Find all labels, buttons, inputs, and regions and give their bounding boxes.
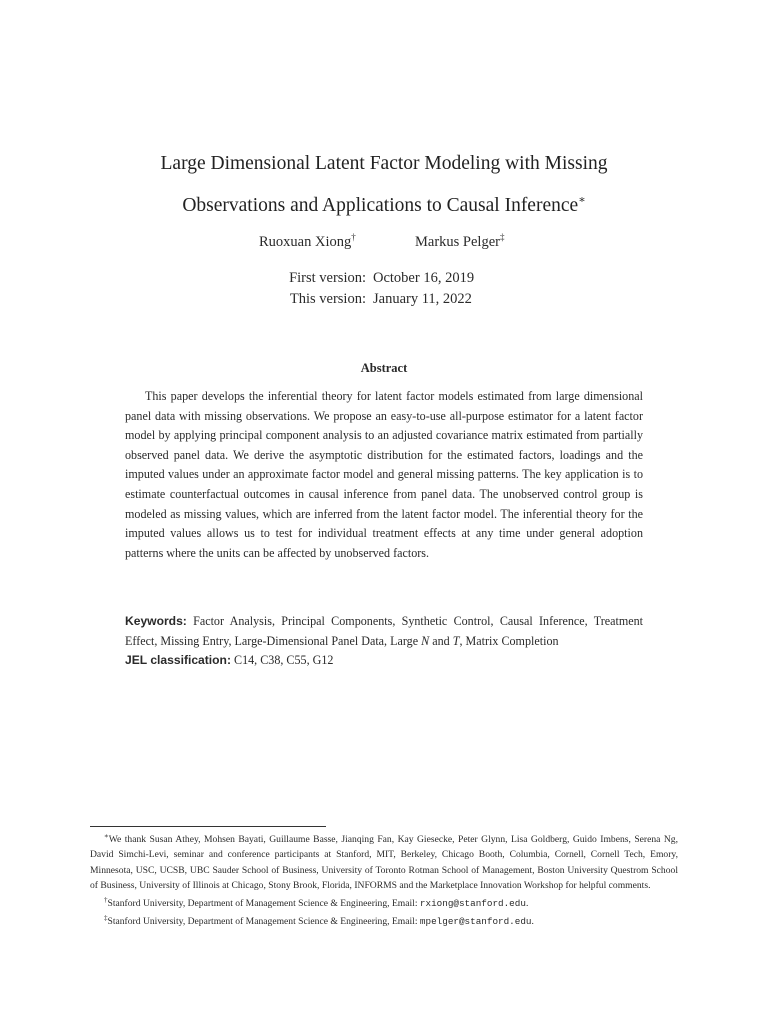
abstract-heading: Abstract [360,361,408,375]
title-line-2 [100,182,668,224]
keywords-n: N [421,633,430,648]
first-version-row [0,268,768,289]
title-line-2-text: Observations and Applications to Causal Inference [182,195,579,216]
author-2 [415,232,504,251]
abstract-text: This paper develops the inferential theory for latent factor models estimated from large dimensional panel data with missing observations. We propose an easy-to-use all-purpose estimator for a latent factor model by applying principal component analysis to an adjusted covariance matrix estimated from partially observed panel data. We derive the asymptotic distribution for the estimated factors, loadings and the imputed values under an approximate factor model and general missing patterns. The key application is to estimate counterfactual outcomes in causal inference from panel data. The unobserved control group is modeled as missing values, which are inferred from the latent factor model. The inferential theory for the imputed values allows us to test for individual treatment effects at any time under general adoption patterns where the units can be affected by unobserved factors. [125,389,643,560]
footnote-2-mark: † [104,896,108,905]
footnote-3-period: . [531,916,534,928]
this-version-date: January 11, 2022 [373,291,472,307]
jel-codes: C14, C38, C55, G12 [234,653,334,667]
this-version-row [0,289,768,310]
version-dates [0,268,768,310]
title-footnote-mark: ∗ [578,194,586,206]
footnote-rule [90,826,326,827]
footnotes [90,829,678,930]
paper-title [100,146,668,224]
keywords-label: Keywords: [125,614,187,628]
this-version-label: This version: [289,291,366,307]
keywords-and: and [432,633,450,648]
keywords-text-end: , Matrix Completion [459,633,559,648]
author-list [0,232,768,252]
footnote-3-mark: ‡ [104,914,108,923]
author-1 [259,232,356,251]
keywords [125,612,643,651]
first-version-label: First version: [289,270,366,286]
footnote-author-2 [90,911,678,929]
keywords-t: T [452,633,460,648]
author-2-mark: ‡ [499,232,505,242]
author-2-email-link[interactable]: mpelger@stanford.edu [419,916,532,928]
author-1-email-link[interactable]: rxiong@stanford.edu [419,898,526,910]
footnote-1-mark: ∗ [104,832,109,840]
first-version-date: October 16, 2019 [373,270,475,286]
jel-classification [125,651,643,671]
author-1-name: Ruoxuan Xiong [259,234,352,250]
footnote-author-1 [90,893,678,911]
author-1-mark: † [351,232,356,242]
jel-label: JEL classification: [125,653,231,667]
footnote-2-period: . [525,898,529,910]
footnote-3-text: Stanford University, Department of Management Science & Engineering, Email: [107,916,420,928]
footnote-acknowledgements [90,829,678,893]
footnote-2-text: Stanford University, Department of Management Science & Engineering, Email: [107,898,420,910]
title-line-1: Large Dimensional Latent Factor Modeling with Missing [160,153,608,174]
keywords-text: Factor Analysis, Principal Components, Synthetic Control, Causal Inference, Treatment Effect, Missing Entry, Large-Dimensional Panel Data, Large [125,614,643,648]
author-2-name: Markus Pelger [415,234,500,250]
footnote-1-text: We thank Susan Athey, Mohsen Bayati, Guillaume Basse, Jianqing Fan, Kay Giesecke, Peter Glynn, Lisa Goldberg, Guido Imbens, Serena Ng, David Simchi-Levi, seminar and conference participants at Stanford, MIT, Berkeley, Chicago Booth, Columbia, Cornell, Cornell Tech, Emory, Minnesota, USC, UCSB, UBC Sauder School of Business, University of Toronto Rotman School of Management, Boston University Questrom School of Business, University of Illinois at Chicago, Stony Brook, Florida, INFORMS and the Marketplace Innovation Workshop for helpful comments. [90,834,678,891]
